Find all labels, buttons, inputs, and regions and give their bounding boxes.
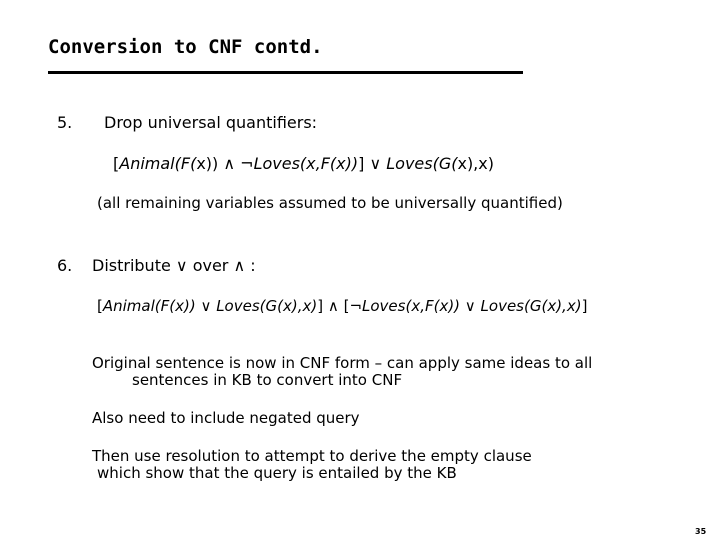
- formula-loves: Loves(x,F(x)): [362, 297, 461, 315]
- step-6-number: 6.: [57, 256, 73, 275]
- paragraph-resolution: [92, 448, 692, 482]
- formula-var: x: [196, 154, 206, 173]
- paragraph-cnf-form: [92, 355, 692, 389]
- formula-connective: ] ∧ [¬: [317, 297, 363, 315]
- step-5-heading: Drop universal quantifiers:: [104, 113, 318, 132]
- formula-animal: Animal(F(: [119, 154, 197, 173]
- step-5-note: (all remaining variables assumed to be universally quantified): [97, 194, 563, 212]
- step-5-formula: [113, 154, 494, 173]
- title-underline: [48, 71, 523, 74]
- step-6-heading: Distribute ∨ over ∧ :: [92, 256, 256, 275]
- formula-connective: ∨: [460, 297, 481, 315]
- formula-bracket: ]: [581, 297, 588, 315]
- paragraph-line-indented: sentences in KB to convert into CNF: [132, 371, 403, 389]
- slide-title: Conversion to CNF contd.: [48, 36, 323, 58]
- paragraph-line: Original sentence is now in CNF form – can apply same ideas to all: [92, 354, 593, 372]
- formula-connective: )) ∧ ¬: [205, 154, 254, 173]
- paragraph-line: Then use resolution to attempt to derive the empty clause: [92, 447, 532, 465]
- formula-bracket: [: [97, 297, 103, 315]
- formula-connective: ∨: [195, 297, 217, 315]
- formula-loves: Loves(G(x),x): [216, 297, 318, 315]
- step-5-number: 5.: [57, 113, 73, 132]
- formula-loves: Loves(G(: [386, 154, 458, 173]
- formula-bracket: [: [113, 154, 120, 173]
- page-number: 35: [695, 527, 707, 536]
- formula-connective: ] ∨: [358, 154, 387, 173]
- formula-close: ),x): [466, 154, 494, 173]
- formula-var: x: [457, 154, 467, 173]
- formula-loves: Loves(x,F(x)): [253, 154, 359, 173]
- paragraph-line-indented: which show that the query is entailed by the KB: [97, 464, 457, 482]
- paragraph-negated-query: Also need to include negated query: [92, 409, 360, 427]
- formula-animal: Animal(F(x)): [102, 297, 196, 315]
- formula-loves: Loves(G(x),x): [480, 297, 582, 315]
- step-6-formula: [97, 297, 587, 315]
